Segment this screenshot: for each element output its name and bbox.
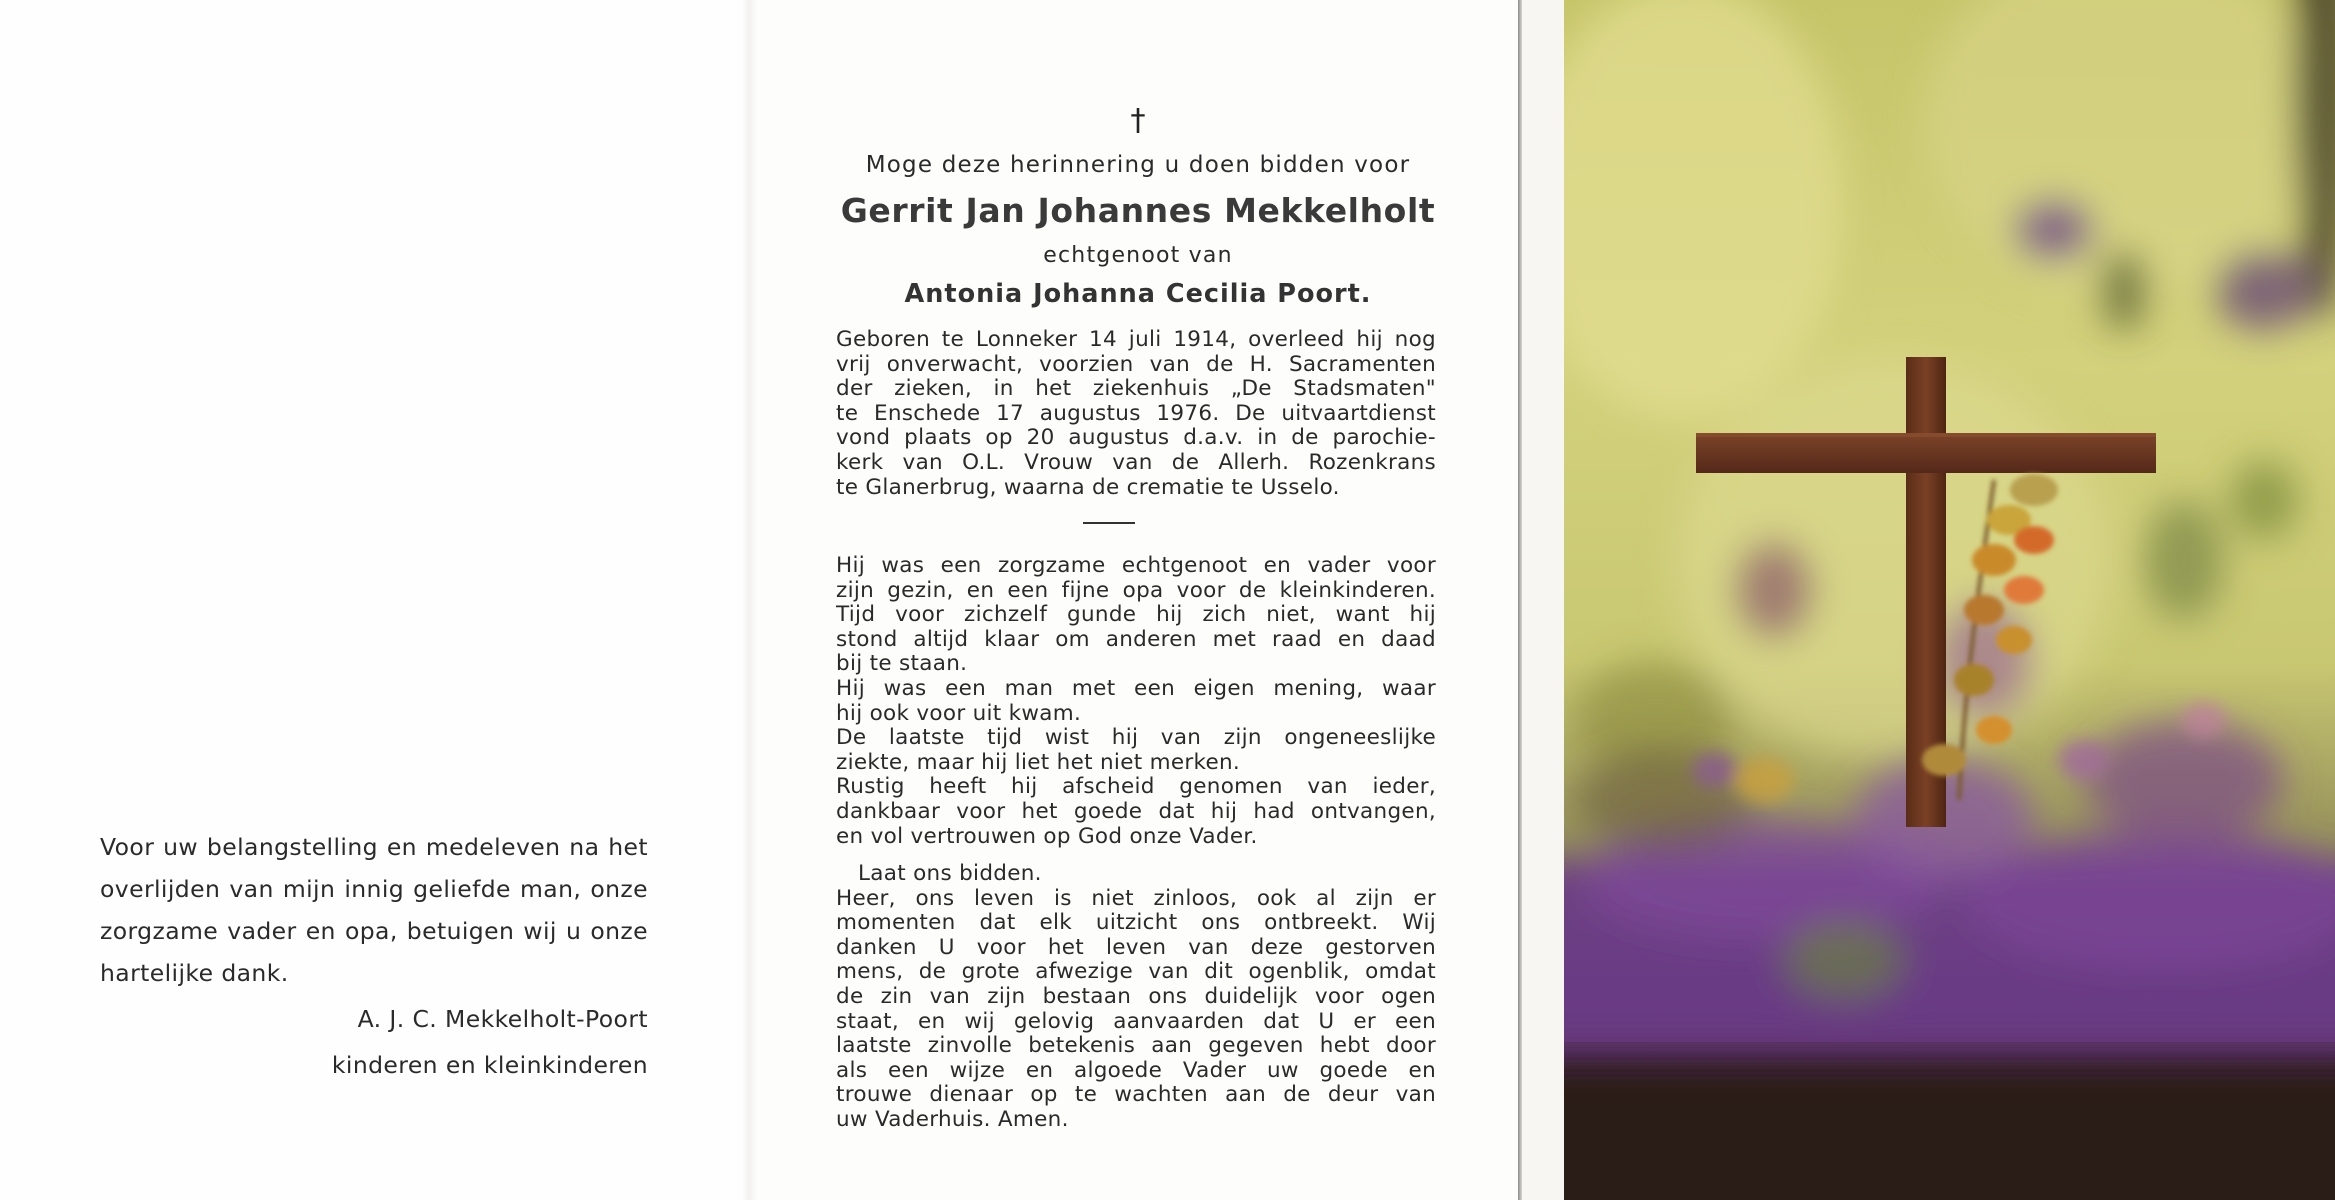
prayer-intro: Laat ons bidden. bbox=[858, 861, 1042, 886]
text-line: momenten dat elk uitzicht ons ontbreekt. Wij bbox=[836, 910, 1436, 936]
spouse-name: Antonia Johanna Cecilia Poort. bbox=[904, 279, 1372, 309]
text-line: te Glanerbrug, waarna de crematie te Usselo. bbox=[836, 474, 1340, 500]
birth-paragraph bbox=[836, 328, 1436, 500]
deceased-name: Gerrit Jan Johannes Mekkelholt bbox=[840, 191, 1436, 230]
text-line: Hij was een man met een eigen mening, waar bbox=[836, 675, 1436, 701]
thanks-line: zorgzame vader en opa, betuigen wij u onze bbox=[100, 917, 648, 945]
text-line: de zin van zijn bestaan ons duidelijk voor ogen bbox=[836, 983, 1436, 1009]
text-line: en vol vertrouwen op God onze Vader. bbox=[836, 823, 1258, 849]
text-line: hij ook voor uit kwam. bbox=[836, 700, 1082, 726]
cross-symbol: † bbox=[1130, 103, 1146, 138]
text-line: te Enschede 17 augustus 1976. De uitvaartdienst bbox=[836, 400, 1436, 426]
text-line: Hij was een zorgzame echtgenoot en vader voor bbox=[836, 553, 1436, 578]
text-line: De laatste tijd wist hij van zijn ongeneeslijke bbox=[836, 725, 1436, 751]
text-line: kerk van O.L. Vrouw van de Allerh. Rozenkrans bbox=[836, 449, 1436, 475]
text-line: Rustig heeft hij afscheid genomen van ieder, bbox=[836, 774, 1436, 800]
text-line: zijn gezin, en een fijne opa voor de kleinkinderen. bbox=[836, 577, 1436, 603]
cross-photo bbox=[1564, 0, 2335, 1200]
thanks-line: overlijden van mijn innig geliefde man, onze bbox=[100, 875, 648, 903]
text-line: dankbaar voor het goede dat hij had ontvangen, bbox=[836, 798, 1436, 824]
background-bokeh bbox=[1564, 0, 2335, 780]
signature bbox=[300, 996, 648, 1088]
thanks-line: hartelijke dank. bbox=[100, 959, 289, 987]
text-line: laatste zinvolle betekenis aan gegeven hebt door bbox=[836, 1033, 1436, 1059]
text-line: mens, de grote afwezige van dit ogenblik, omdat bbox=[836, 959, 1436, 985]
spouse-label: echtgenoot van bbox=[1043, 243, 1233, 268]
cross-photo-art bbox=[1564, 0, 2335, 1200]
divider bbox=[1083, 522, 1135, 524]
text-line: vrij onverwacht, voorzien van de H. Sacramenten bbox=[836, 351, 1436, 377]
text-line: stond altijd klaar om anderen met raad en daad bbox=[836, 626, 1436, 652]
text-line: bij te staan. bbox=[836, 651, 968, 677]
text-line: Geboren te Lonneker 14 juli 1914, overleed hij nog bbox=[836, 327, 1436, 352]
text-line: Tijd voor zichzelf gunde hij zich niet, want hij bbox=[836, 602, 1436, 628]
tribute-paragraph bbox=[836, 554, 1436, 849]
thanks-line: Voor uw belangstelling en medeleven na het bbox=[100, 833, 648, 861]
text-line: staat, en wij gelovig aanvaarden dat U er een bbox=[836, 1008, 1436, 1034]
text-line: ziekte, maar hij liet het niet merken. bbox=[836, 749, 1241, 775]
intro-text: Moge deze herinnering u doen bidden voor bbox=[865, 152, 1411, 178]
dark-foreground bbox=[1564, 1060, 2335, 1200]
text-line: Heer, ons leven is niet zinloos, ook al zijn er bbox=[836, 885, 1436, 911]
signature-family: kinderen en kleinkinderen bbox=[331, 1051, 648, 1079]
left-panel bbox=[0, 0, 745, 1200]
text-line: vond plaats op 20 augustus d.a.v. in de parochie- bbox=[836, 425, 1436, 451]
middle-panel bbox=[756, 0, 1520, 1200]
prayer-paragraph bbox=[836, 862, 1436, 1133]
card-fold bbox=[742, 0, 756, 1200]
thanks-text bbox=[100, 826, 648, 994]
text-line: der zieken, in het ziekenhuis „De Stadsmaten" bbox=[836, 376, 1436, 402]
text-line: danken U voor het leven van deze gestorven bbox=[836, 934, 1436, 960]
text-line: uw Vaderhuis. Amen. bbox=[836, 1106, 1069, 1132]
card-margin bbox=[1522, 0, 1564, 1200]
text-line: trouwe dienaar op te wachten aan de deur van bbox=[836, 1082, 1436, 1108]
text-line: als een wijze en algoede Vader uw goede en bbox=[836, 1057, 1436, 1083]
signature-name: A. J. C. Mekkelholt-Poort bbox=[357, 1005, 648, 1033]
